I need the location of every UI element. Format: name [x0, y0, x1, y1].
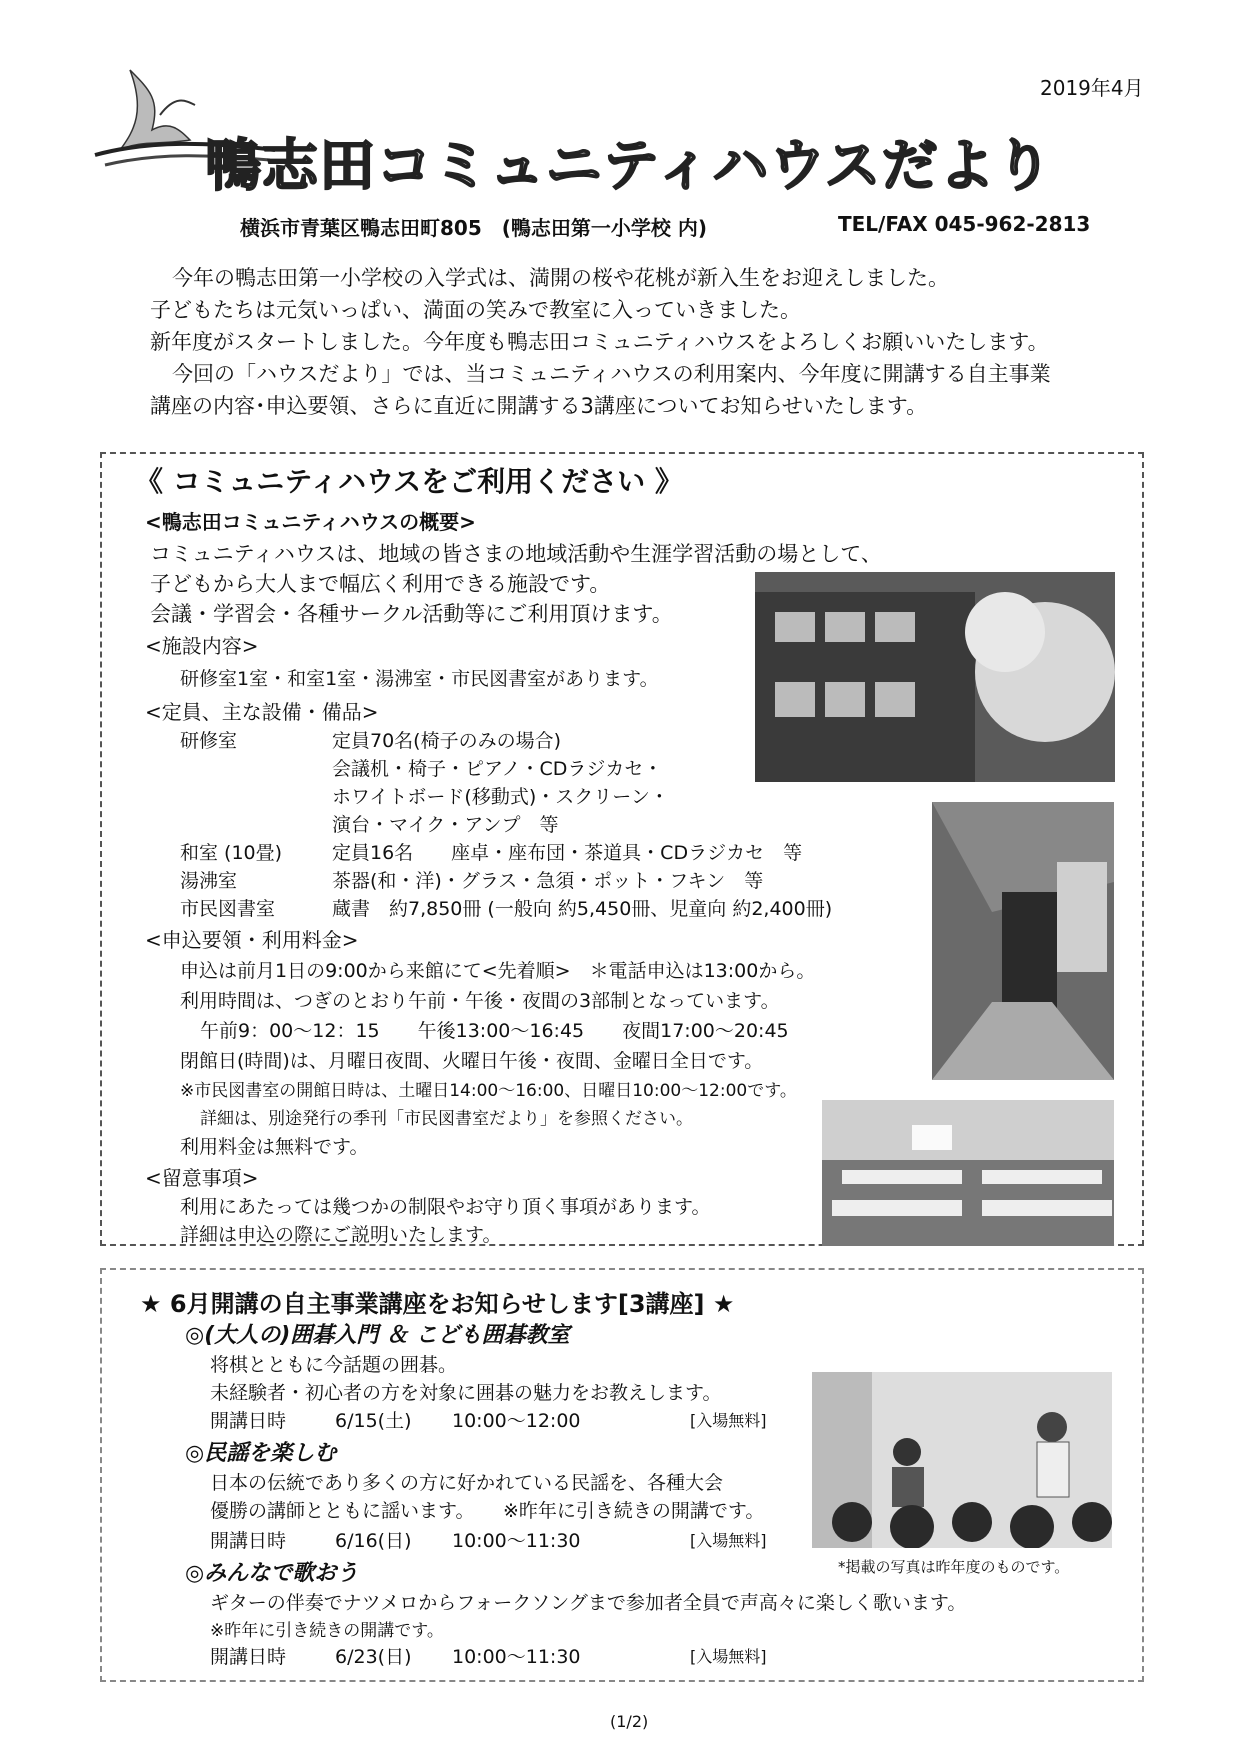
capacity-title: <定員、主な設備・備品>: [145, 700, 379, 724]
course-desc: 優勝の講師とともに謡います。 ※昨年に引き続きの開講です。: [210, 1500, 765, 1522]
notes-line: 利用にあたっては幾つかの制限やお守り頂く事項があります。: [180, 1196, 711, 1218]
overview-line: 会議・学習会・各種サークル活動等にご利用頂けます。: [150, 602, 673, 626]
courses-heading: ★ 6月開講の自主事業講座をお知らせします[3講座] ★: [140, 1290, 735, 1318]
notes-line: 詳細は申込の際にご説明いたします。: [180, 1224, 502, 1246]
course-date: 6/15(土): [335, 1410, 412, 1432]
page-number: (1/2): [610, 1712, 649, 1731]
course-title: ◎(大人の)囲碁入門 ＆ こども囲碁教室: [185, 1323, 570, 1348]
apply-title: <申込要領・利用料金>: [145, 928, 359, 952]
course-desc: ギターの伴奏でナツメロからフォークソングまで参加者全員で声高々に楽しく歌います。: [210, 1592, 967, 1614]
course-date-label: 開講日時: [210, 1646, 287, 1668]
apply-line: 利用料金は無料です。: [180, 1136, 369, 1158]
course-date: 6/16(日): [335, 1530, 412, 1552]
overview-title: <鴨志田コミュニティハウスの概要>: [145, 510, 476, 534]
course-time: 10:00～12:00: [452, 1410, 581, 1432]
room-detail: 茶器(和・洋)・グラス・急須・ポット・フキン 等: [332, 870, 764, 892]
course-date: 6/23(日): [335, 1646, 412, 1668]
apply-line: ※市民図書室の開館日時は、土曜日14:00～16:00、日曜日10:00～12:00です。: [180, 1081, 797, 1101]
course-date-label: 開講日時: [210, 1410, 287, 1432]
usage-heading: 《 コミュニティハウスをご利用ください 》: [135, 465, 683, 498]
room-detail: 蔵書 約7,850冊 (一般向 約5,450冊、児童向 約2,400冊): [332, 898, 833, 920]
overview-line: 子どもから大人まで幅広く利用できる施設です。: [150, 572, 611, 596]
facility-title: <施設内容>: [145, 634, 259, 658]
room-detail: 演台・マイク・アンプ 等: [332, 814, 559, 836]
course-fee: [入場無料]: [690, 1411, 767, 1430]
course-desc: 将棋とともに今話題の囲碁。: [210, 1354, 458, 1376]
room-detail: 定員70名(椅子のみの場合): [332, 730, 562, 752]
newsletter-title: 鴨志田コミュニティハウスだより: [205, 134, 1053, 199]
intro-text: [150, 262, 1150, 422]
intro-line: 今年の鴨志田第一小学校の入学式は、満開の桜や花桃が新入生をお迎えしました。: [172, 266, 949, 290]
course-fee: [入場無料]: [690, 1531, 767, 1550]
intro-line: 子どもたちは元気いっぱい、満面の笑みで教室に入っていきました。: [150, 298, 801, 322]
course-date-label: 開講日時: [210, 1530, 287, 1552]
course-desc: 日本の伝統であり多くの方に好かれている民謡を、各種大会: [210, 1472, 724, 1494]
notes-title: <留意事項>: [145, 1166, 259, 1190]
course-desc: ※昨年に引き続きの開講です。: [210, 1621, 444, 1641]
room-name: 湯沸室: [180, 870, 238, 892]
address: 横浜市青葉区鴨志田町805 (鴨志田第一小学校 内): [240, 216, 707, 240]
course-fee: [入場無料]: [690, 1647, 767, 1666]
apply-line: 閉館日(時間)は、月曜日夜間、火曜日午後・夜間、金曜日全日です。: [180, 1050, 764, 1072]
room-detail: 会議机・椅子・ピアノ・CDラジカセ・: [332, 758, 663, 780]
intro-line: 講座の内容･申込要領、さらに直近に開講する3講座についてお知らせいたします。: [150, 394, 928, 418]
tel-fax: TEL/FAX 045-962-2813: [838, 212, 1091, 236]
apply-line: 午前9：00～12：15 午後13:00～16:45 夜間17:00～20:45: [200, 1020, 789, 1042]
course-time: 10:00～11:30: [452, 1646, 581, 1668]
apply-line: 詳細は、別途発行の季刊「市民図書室だより」を参照ください。: [200, 1109, 693, 1129]
issue-date: 2019年4月: [1040, 76, 1144, 100]
room-name: 研修室: [180, 730, 238, 752]
meeting-room-photo: [822, 1100, 1114, 1246]
intro-line: 今回の「ハウスだより」では、当コミュニティハウスの利用案内、今年度に開講する自主事業: [172, 362, 1051, 386]
course-time: 10:00～11:30: [452, 1530, 581, 1552]
course-title: ◎民謡を楽しむ: [185, 1441, 337, 1466]
school-building-photo: [755, 572, 1115, 782]
facility-text: 研修室1室・和室1室・湯沸室・市民図書室があります。: [180, 668, 659, 690]
room-name: 市民図書室: [180, 898, 276, 920]
overview-line: コミュニティハウスは、地域の皆さまの地域活動や生涯学習活動の場として、: [150, 542, 882, 566]
apply-line: 申込は前月1日の9:00から来館にて<先着順> ＊電話申込は13:00から。: [180, 960, 816, 982]
course-title: ◎みんなで歌おう: [185, 1561, 359, 1586]
photo-note: *掲載の写真は昨年度のものです。: [838, 1558, 1070, 1576]
apply-line: 利用時間は、つぎのとおり午前・午後・夜間の3部制となっています。: [180, 990, 780, 1012]
course-desc: 未経験者・初心者の方を対象に囲碁の魅力をお教えします。: [210, 1382, 722, 1404]
corridor-photo: [932, 802, 1114, 1080]
course-event-photo: [812, 1372, 1112, 1548]
intro-line: 新年度がスタートしました。今年度も鴨志田コミュニティハウスをよろしくお願いいたします。: [150, 330, 1049, 354]
room-detail: 定員16名 座卓・座布団・茶道具・CDラジカセ 等: [332, 842, 803, 864]
room-detail: ホワイトボード(移動式)・スクリーン・: [332, 786, 669, 808]
room-name: 和室 (10畳): [180, 842, 283, 864]
